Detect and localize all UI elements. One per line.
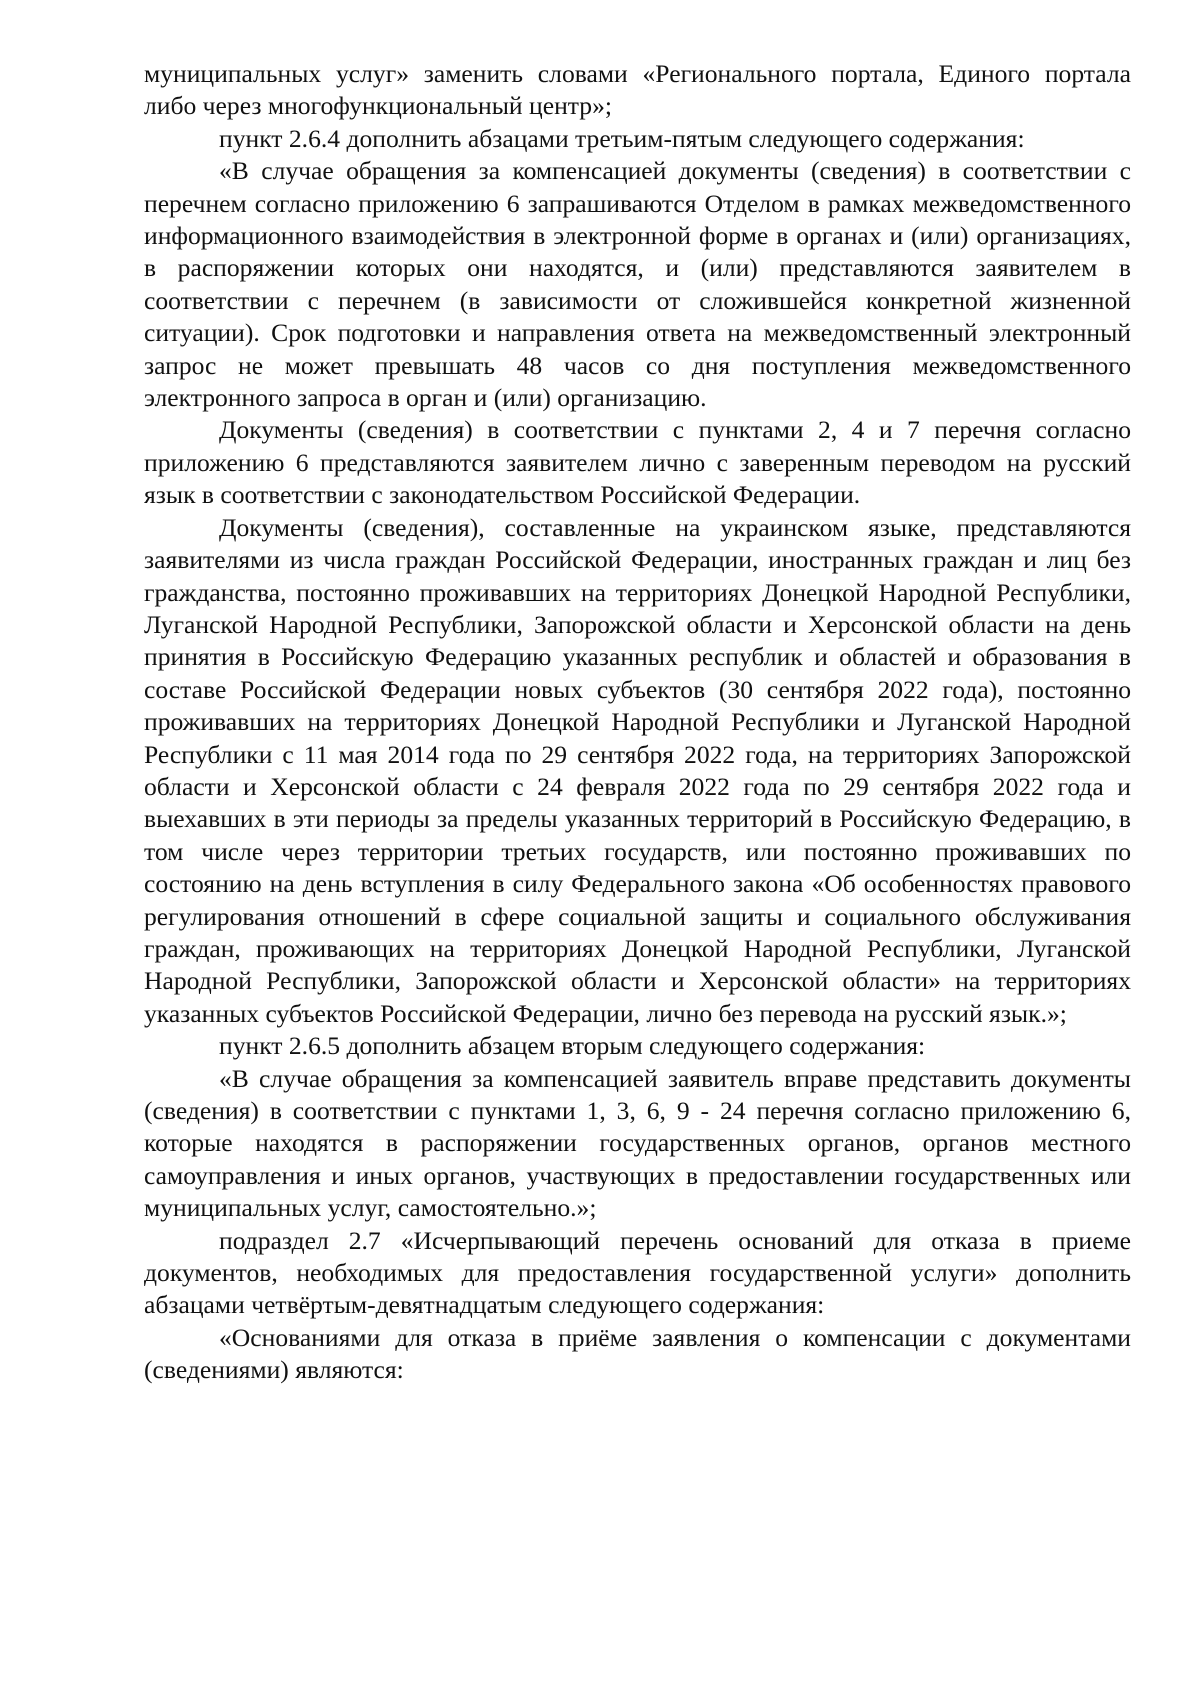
paragraph-continuation: муниципальных услуг» заменить словами «Регионального портала, Единого портала либо через многофункциональный центр»; (144, 59, 1131, 121)
document-body (144, 58, 1131, 1387)
paragraph-subsection-2-7: подраздел 2.7 «Исчерпывающий перечень оснований для отказа в приеме документов, необходимых для предоставления государственной услуги» дополнить абзацами четвёртым-девятнадцатым следующего содержания: (144, 1225, 1131, 1320)
paragraph-item-2-6-4: пункт 2.6.4 дополнить абзацами третьим-пятым следующего содержания: (219, 123, 1025, 153)
paragraph-translation-requirement: Документы (сведения) в соответствии с пунктами 2, 4 и 7 перечня согласно приложению 6 представляются заявителем лично с заверенным переводом на русский язык в соответствии с законодательством Российской Федерации. (144, 415, 1131, 510)
paragraph-item-2-6-5: пункт 2.6.5 дополнить абзацем вторым следующего содержания: (219, 1031, 926, 1061)
paragraph-ukrainian-documents: Документы (сведения), составленные на украинском языке, представляются заявителями из числа граждан Российской Федерации, иностранных граждан и лиц без гражданства, постоянно проживавших на территориях Донецкой Народной Республики, Луганской Народной Республики, Запорожской области и Херсонской области на день принятия в Российскую Федерацию указанных республик и областей и образования в составе Российской Федерации новых субъектов (30 сентября 2022 года), постоянно проживавших на территориях Донецкой Народной Республики и Луганской Народной Республики с 11 мая 2014 года по 29 сентября 2022 года, на территориях Запорожской области и Херсонской области с 24 февраля 2022 года по 29 сентября 2022 года и выехавших в эти периоды за пределы указанных территорий в Российскую Федерацию, в том числе через территории третьих государств, или постоянно проживавших по состоянию на день вступления в силу Федерального закона «Об особенностях правового регулирования отношений в сфере социальной защиты и социального обслуживания граждан, проживающих на территориях Донецкой Народной Республики, Луганской Народной Республики, Запорожской области и Херсонской области» на территориях указанных субъектов Российской Федерации, лично без перевода на русский язык.»; (144, 512, 1131, 1028)
paragraph-refusal-grounds: «Основаниями для отказа в приёме заявления о компенсации с документами (сведениями) являются: (144, 1322, 1131, 1385)
paragraph-request-procedure: «В случае обращения за компенсацией документы (сведения) в соответствии с перечнем согласно приложению 6 запрашиваются Отделом в рамках межведомственного информационного взаимодействия в электронной форме в органах и (или) организациях, в распоряжении которых они находятся, и (или) представляются заявителем в соответствии с перечнем (в зависимости от сложившейся конкретной жизненной ситуации). Срок подготовки и направления ответа на межведомственный электронный запрос не может превышать 48 часов со дня поступления межведомственного электронного запроса в орган и (или) организацию. (144, 156, 1131, 413)
paragraph-applicant-right: «В случае обращения за компенсацией заявитель вправе представить документы (сведения) в соответствии с пунктами 1, 3, 6, 9 - 24 перечня согласно приложению 6, которые находятся в распоряжении государственных органов, органов местного самоуправления и иных органов, участвующих в предоставлении государственных или муниципальных услуг, самостоятельно.»; (144, 1063, 1131, 1223)
